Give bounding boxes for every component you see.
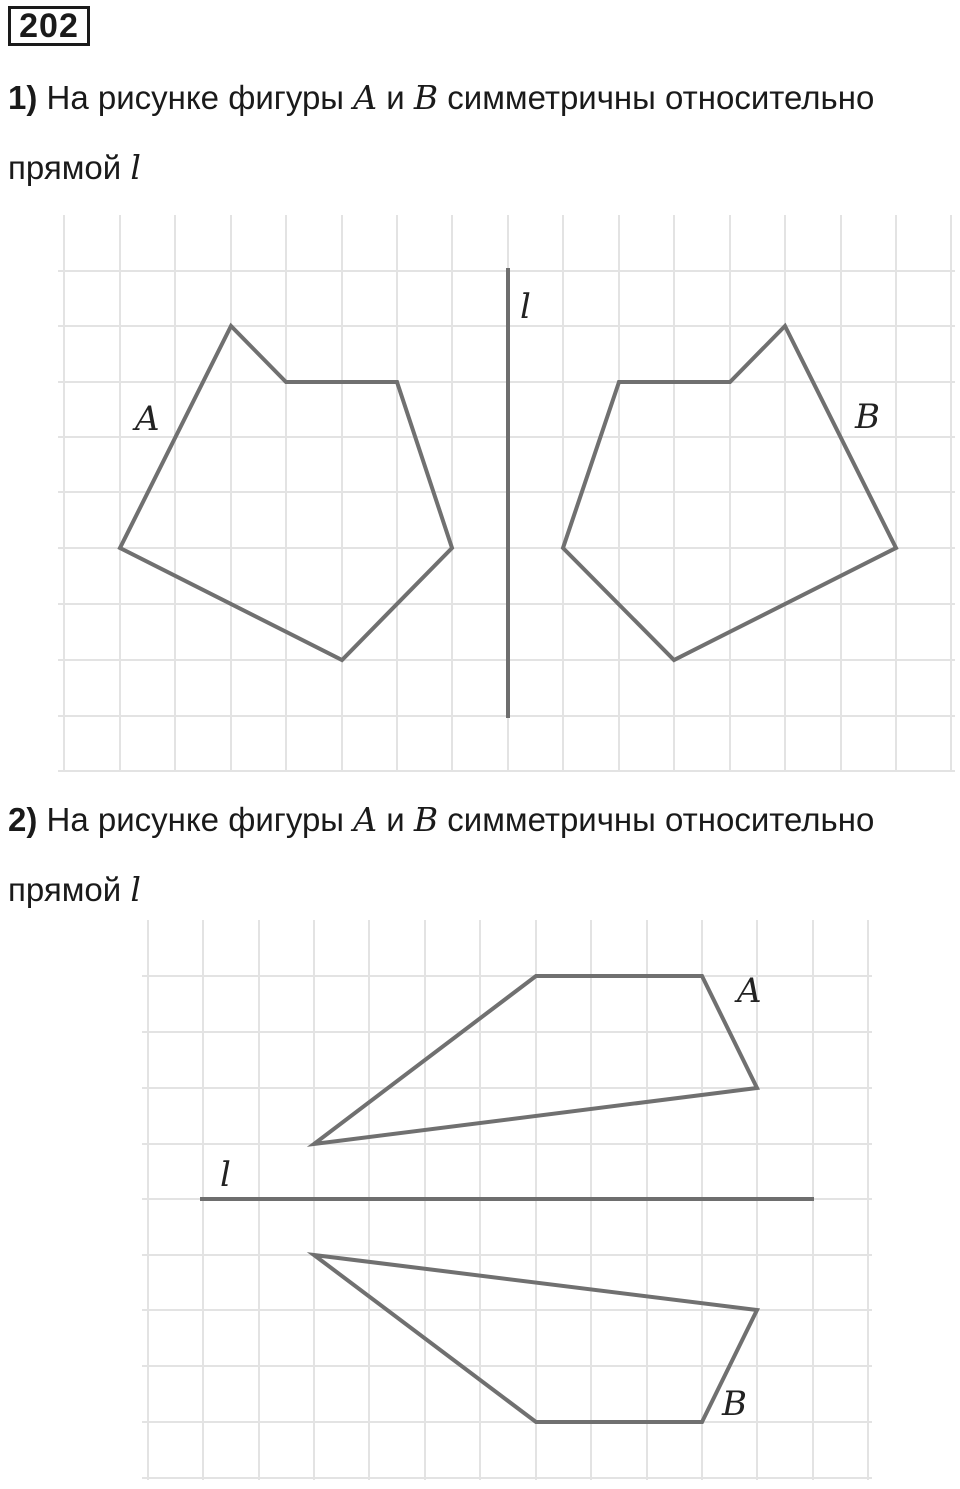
part2-statement-line2 <box>8 870 141 909</box>
part1-text-end: симметричны относительно <box>438 79 875 116</box>
part1-number: 1) <box>8 79 38 116</box>
part2-text-start: На рисунке фигуры <box>37 801 354 838</box>
part1-text-start: На рисунке фигуры <box>37 79 354 116</box>
problem-number: 202 <box>8 6 90 46</box>
part1-drawing <box>0 210 960 780</box>
part2-label-l: l <box>220 1155 231 1195</box>
part2-label-b: B <box>722 1384 747 1424</box>
part2-drawing <box>0 915 960 1489</box>
part2-line-name: l <box>130 870 141 909</box>
part2-text-end: симметричны относительно <box>438 801 875 838</box>
part1-statement-line2 <box>8 148 141 187</box>
part1-conj: и <box>377 79 414 116</box>
part2-figure-a: A <box>353 800 378 839</box>
part1-figure-a: A <box>353 78 378 117</box>
part1-line-name: l <box>130 148 141 187</box>
part1-label-b: B <box>855 397 880 437</box>
part1-label-a: A <box>135 399 160 439</box>
part2-conj: и <box>377 801 414 838</box>
part2-line-text: прямой <box>8 871 131 908</box>
part1-figure-b: B <box>413 78 439 117</box>
part2-number: 2) <box>8 801 38 838</box>
part2-figure-b: B <box>413 800 439 839</box>
part1-label-l: l <box>520 287 531 327</box>
part1-line-text: прямой <box>8 149 131 186</box>
part2-label-a: A <box>737 971 762 1011</box>
part2-statement <box>8 800 874 839</box>
part1-statement <box>8 78 874 117</box>
